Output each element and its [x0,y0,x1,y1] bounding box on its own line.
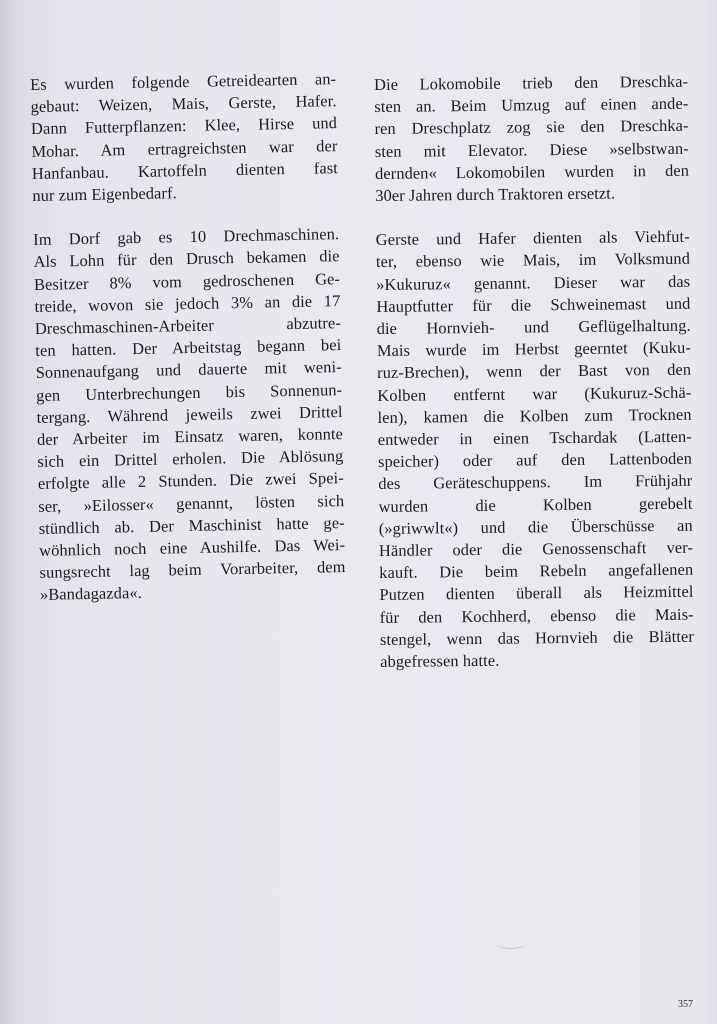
text-line: sten mit Elevator. Diese »selbstwan- [374,138,689,161]
text-line: tergang. Während jeweils zwei Drittel [36,401,343,427]
text-line: (»griwwlt«) und die Überschüsse an [378,515,693,538]
text-line: Als Lohn für den Drusch bekamen die [33,246,340,272]
text-line: kauft. Die beim Rebeln angefallenen [379,559,694,583]
right-column-paragraph [376,226,695,673]
text-line: Mohar. Am ertragreichsten war der [31,135,338,161]
text-line: dernden« Lokomobilen wurden in den [374,160,690,183]
text-line: sich ein Drittel erholen. Die Ablösung [37,446,344,472]
text-line: Dreschmaschinen-Arbeiter abzutre- [34,313,342,338]
right-column [374,71,694,696]
text-line: Hauptfutter für die Schweinemast und [376,293,691,316]
text-line: stündlich ab. Der Maschinist hatte ge- [38,512,345,538]
left-column-paragraph [33,223,346,606]
text-line: abgefressen hatte. [380,650,500,672]
text-line: wurden die Kolben gerebelt [378,493,693,516]
text-line: »Bandagazda«. [39,583,143,605]
text-line: für den Kochherd, ebenso die Mais- [379,604,694,627]
left-column-paragraph [30,68,339,207]
text-line: ser, »Eilosser« genannt, lösten sich [38,490,345,516]
right-column-paragraph [374,71,689,207]
text-line: der Arbeiter im Einsatz waren, konnte [36,424,344,449]
text-line: erfolgte alle 2 Stunden. Die zwei Spei- [37,468,344,494]
text-line: treide, wovon sie jedoch 3% an die 17 [34,290,341,316]
text-line: sten an. Beim Umzug auf einen ande- [374,93,689,117]
text-line: »Kukuruz« genannt. Dieser war das [376,271,691,294]
text-line: Es wurden folgende Getreidearten an- [30,69,337,94]
text-line: nur zum Eigenbedarf. [32,183,177,205]
text-line: wöhnlich noch eine Aushilfe. Das Wei- [38,535,346,560]
text-line: Im Dorf gab es 10 Drechmaschinen. [32,224,340,250]
text-line: Putzen dienten überall als Heizmittel [379,582,694,605]
text-line: Besitzer 8% vom gedroschenen Ge- [33,268,341,294]
text-line: entweder in einen Tschardak (Latten- [377,426,692,450]
page-number: 357 [678,999,693,1010]
text-line: ruz-Brechen), wenn der Bast von den [377,360,692,383]
text-line: Mais wurde im Herbst geerntet (Kuku- [376,337,691,361]
text-line: Hanfanbau. Kartoffeln dienten fast [31,157,339,183]
text-line: stengel, wenn das Hornvieh die Blätter [379,626,695,649]
text-line: ter, ebenso wie Mais, im Volksmund [375,249,691,272]
text-line: Dann Futterpflanzen: Klee, Hirse und [30,113,338,139]
text-line: Die Lokomobile trieb den Dreschka- [374,71,689,94]
text-line: sungsrecht lag beim Vorarbeiter, dem [39,557,346,583]
text-line: gebaut: Weizen, Mais, Gerste, Hafer. [30,91,337,117]
text-line: len), kamen die Kolben zum Trocknen [377,404,692,427]
left-column [30,68,347,628]
text-line: Sonnenaufgang und dauerte mit weni- [35,357,342,383]
paper-mark [496,938,526,949]
text-line: Händler oder die Genossenschaft ver- [378,537,694,561]
text-line: 30er Jahren durch Traktoren ersetzt. [375,183,616,206]
text-line: des Geräteschuppens. Im Frühjahr [378,471,693,494]
text-line: speicher) oder auf den Lattenboden [377,448,693,472]
text-line: gen Unterbrechungen bis Sonnenun- [35,379,343,405]
text-line: Gerste und Hafer dienten als Viehfut- [375,226,690,250]
text-line: ren Dreschplatz zog sie den Dreschka- [374,116,689,139]
text-line: Kolben entfernt war (Kukuruz-Schä- [377,382,692,405]
text-line: ten hatten. Der Arbeitstag begann bei [35,335,342,361]
text-line: die Hornvieh- und Geflügelhaltung. [376,315,691,339]
